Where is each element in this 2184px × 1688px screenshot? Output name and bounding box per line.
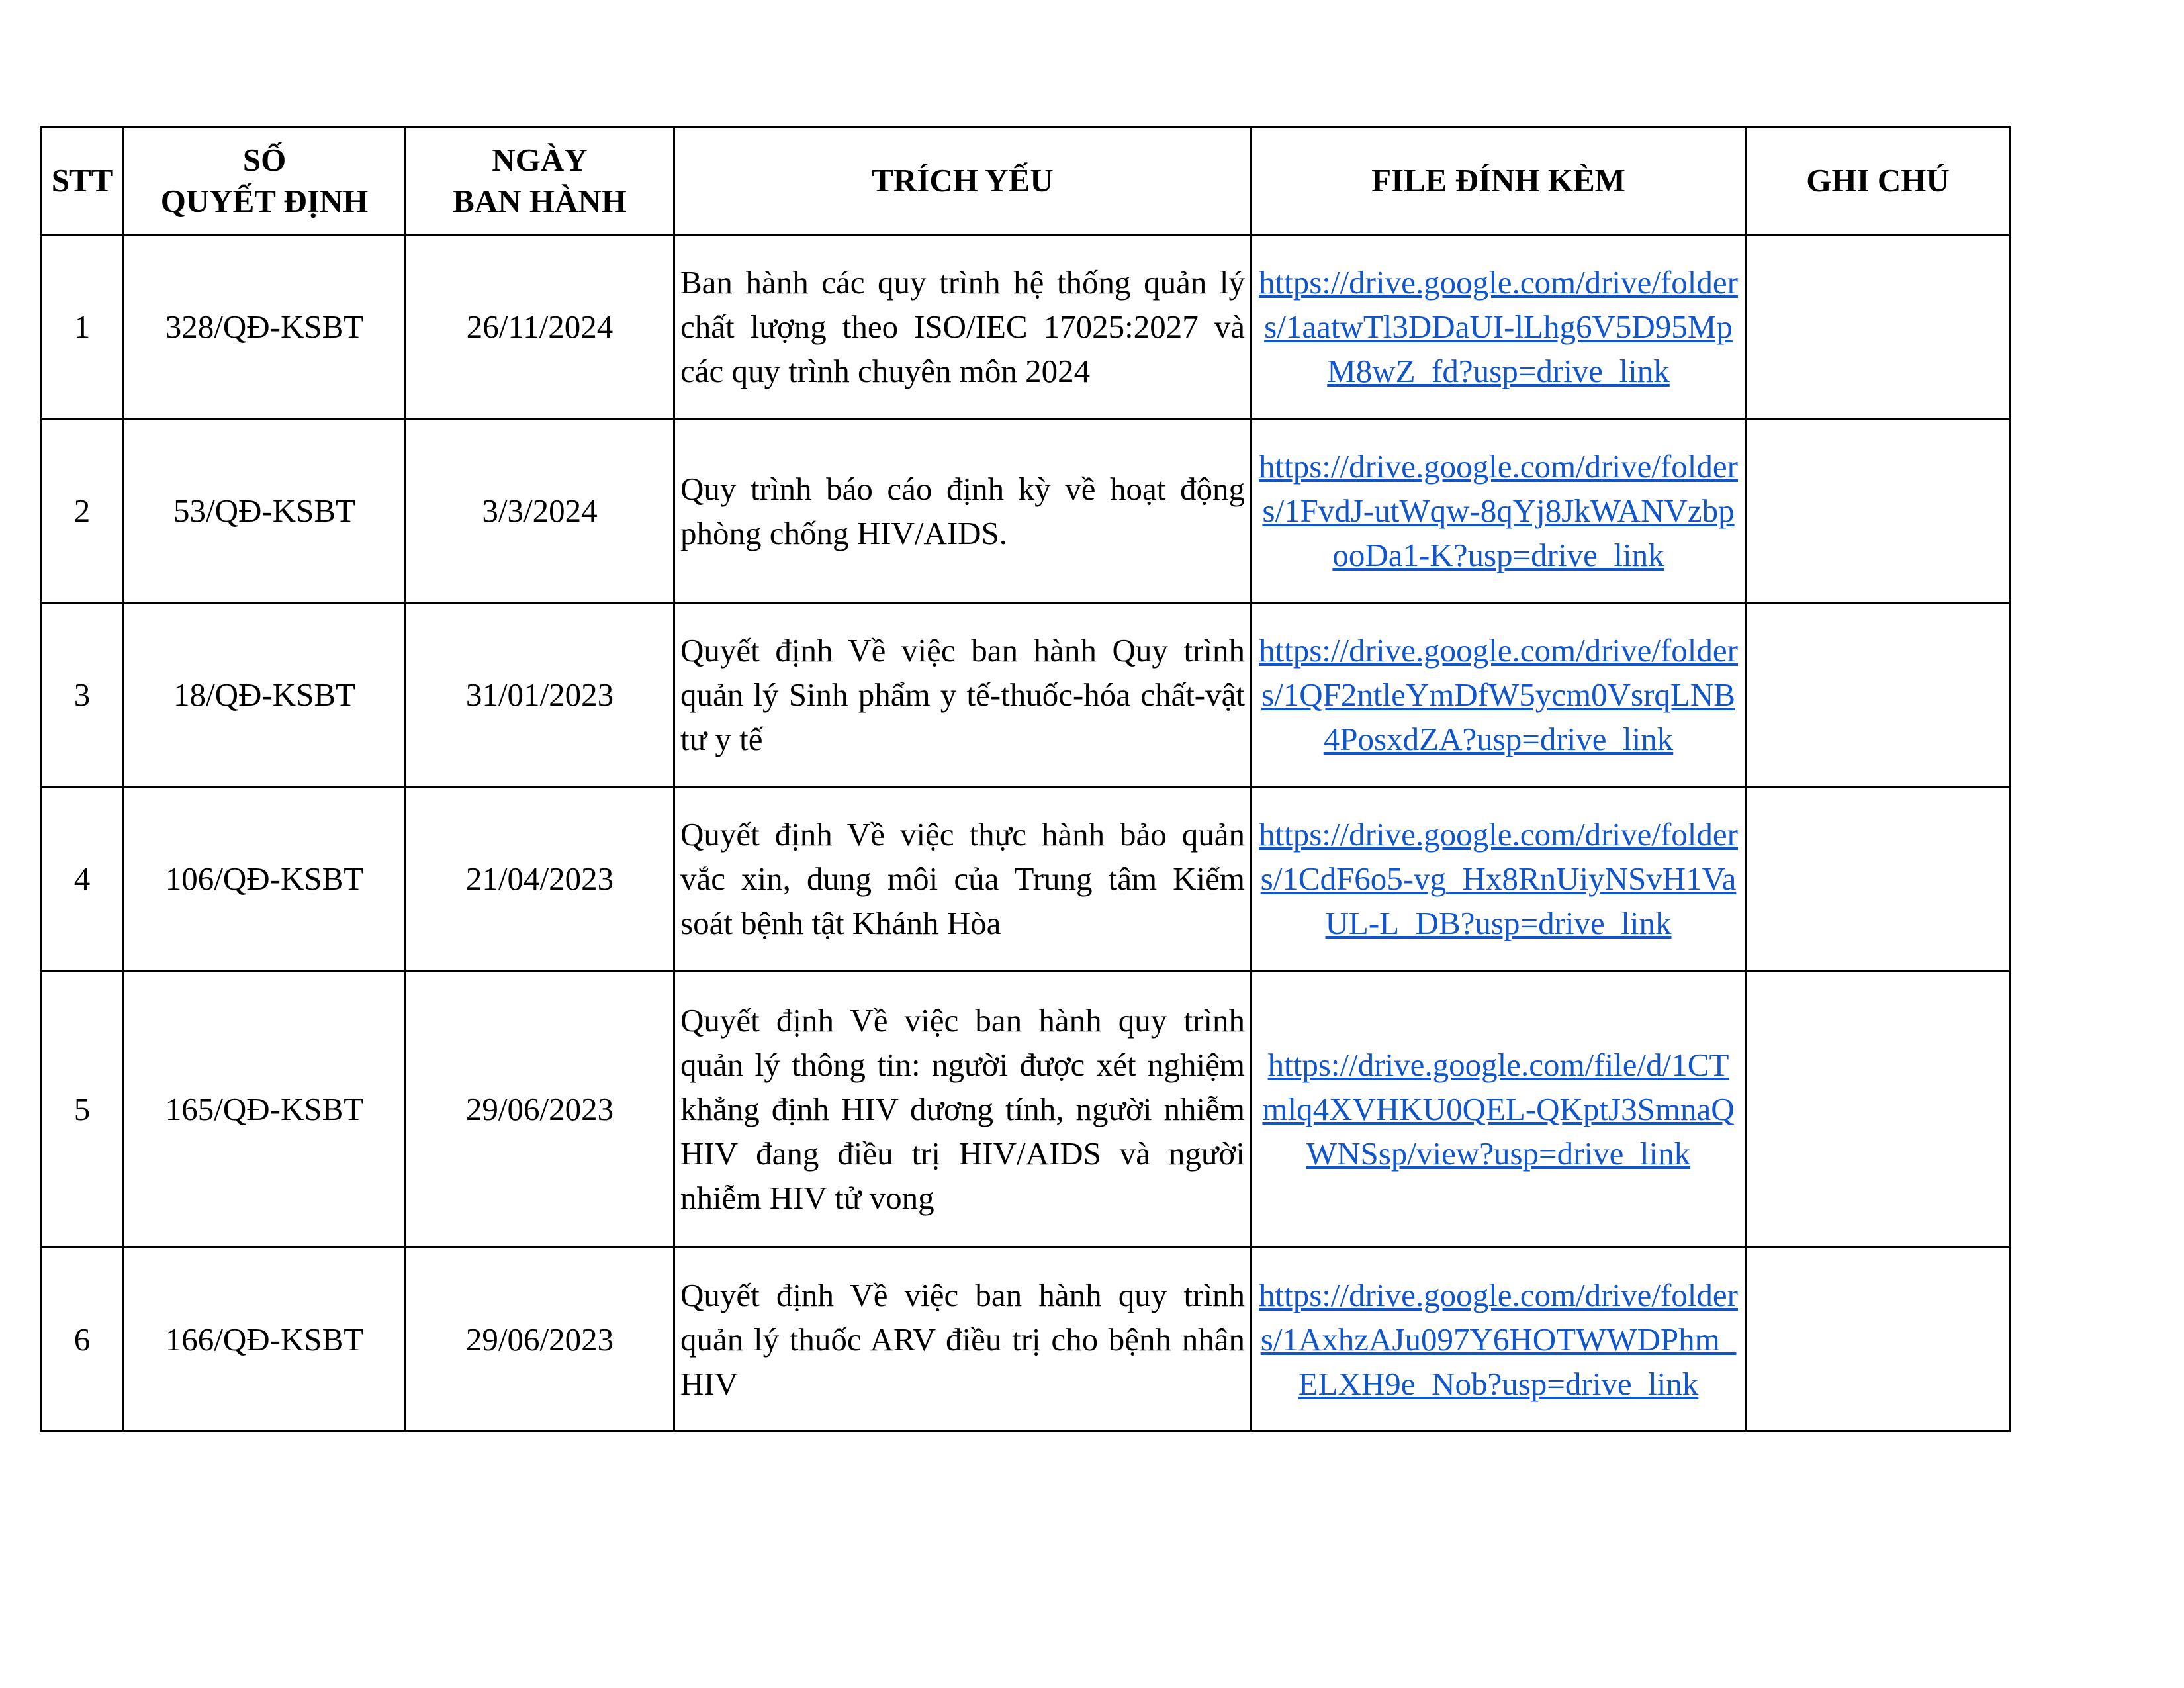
table-row: [41, 1248, 2011, 1432]
cell-note: [1746, 1248, 2011, 1432]
cell-note: [1746, 419, 2011, 603]
table-row: [41, 419, 2011, 603]
header-note: GHI CHÚ: [1746, 127, 2011, 235]
cell-attached-file: [1251, 603, 1746, 787]
cell-stt: 1: [41, 235, 124, 419]
cell-attached-file: [1251, 971, 1746, 1248]
table-row: [41, 787, 2011, 971]
cell-issue-date: 29/06/2023: [406, 1248, 674, 1432]
cell-issue-date: 31/01/2023: [406, 603, 674, 787]
cell-summary: Quyết định Về việc ban hành Quy trình quản lý Sinh phẩm y tế-thuốc-hóa chất-vật tư y tế: [674, 603, 1251, 787]
file-link[interactable]: https://drive.google.com/file/d/1CTmlq4XVHKU0QEL-QKptJ3SmnaQWNSsp/view?usp=drive_link: [1262, 1047, 1735, 1172]
cell-issue-date: 26/11/2024: [406, 235, 674, 419]
cell-attached-file: [1251, 419, 1746, 603]
header-stt: STT: [41, 127, 124, 235]
table-row: [41, 235, 2011, 419]
cell-note: [1746, 235, 2011, 419]
header-issue-date: [406, 127, 674, 235]
cell-decision-number: 165/QĐ-KSBT: [124, 971, 406, 1248]
cell-summary: Ban hành các quy trình hệ thống quản lý chất lượng theo ISO/IEC 17025:2027 và các quy trình chuyên môn 2024: [674, 235, 1251, 419]
table-row: [41, 971, 2011, 1248]
file-link[interactable]: https://drive.google.com/drive/folders/1CdF6o5-vg_Hx8RnUiyNSvH1VaUL-L_DB?usp=drive_link: [1259, 816, 1738, 941]
cell-attached-file: [1251, 787, 1746, 971]
header-date-line1: NGÀY: [492, 142, 588, 178]
cell-stt: 4: [41, 787, 124, 971]
cell-issue-date: 3/3/2024: [406, 419, 674, 603]
cell-attached-file: [1251, 1248, 1746, 1432]
table-row: [41, 603, 2011, 787]
decisions-table: [40, 126, 2011, 1432]
cell-summary: Quy trình báo cáo định kỳ về hoạt động phòng chống HIV/AIDS.: [674, 419, 1251, 603]
cell-decision-number: 106/QĐ-KSBT: [124, 787, 406, 971]
cell-issue-date: 21/04/2023: [406, 787, 674, 971]
file-link[interactable]: https://drive.google.com/drive/folders/1aatwTl3DDaUI-lLhg6V5D95MpM8wZ_fd?usp=drive_link: [1259, 264, 1738, 389]
cell-summary: Quyết định Về việc thực hành bảo quản vắc xin, dung môi của Trung tâm Kiểm soát bệnh tật Khánh Hòa: [674, 787, 1251, 971]
header-decision-line2: QUYẾT ĐỊNH: [160, 183, 369, 219]
cell-decision-number: 53/QĐ-KSBT: [124, 419, 406, 603]
cell-stt: 6: [41, 1248, 124, 1432]
cell-summary: Quyết định Về việc ban hành quy trình quản lý thuốc ARV điều trị cho bệnh nhân HIV: [674, 1248, 1251, 1432]
cell-note: [1746, 603, 2011, 787]
header-date-line2: BAN HÀNH: [453, 183, 627, 219]
cell-decision-number: 18/QĐ-KSBT: [124, 603, 406, 787]
table-header-row: [41, 127, 2011, 235]
file-link[interactable]: https://drive.google.com/drive/folders/1FvdJ-utWqw-8qYj8JkWANVzbpooDa1-K?usp=drive_link: [1259, 448, 1738, 573]
header-decision-line1: SỐ: [242, 142, 287, 178]
cell-decision-number: 328/QĐ-KSBT: [124, 235, 406, 419]
cell-stt: 2: [41, 419, 124, 603]
cell-summary: Quyết định Về việc ban hành quy trình quản lý thông tin: người được xét nghiệm khẳng định HIV dương tính, người nhiễm HIV đang điều trị HIV/AIDS và người nhiễm HIV tử vong: [674, 971, 1251, 1248]
cell-issue-date: 29/06/2023: [406, 971, 674, 1248]
header-summary: TRÍCH YẾU: [674, 127, 1251, 235]
file-link[interactable]: https://drive.google.com/drive/folders/1QF2ntleYmDfW5ycm0VsrqLNB4PosxdZA?usp=drive_link: [1259, 632, 1738, 757]
cell-note: [1746, 787, 2011, 971]
header-decision-number: [124, 127, 406, 235]
cell-attached-file: [1251, 235, 1746, 419]
header-attached-file: FILE ĐÍNH KÈM: [1251, 127, 1746, 235]
file-link[interactable]: https://drive.google.com/drive/folders/1AxhzAJu097Y6HOTWWDPhm_ELXH9e_Nob?usp=drive_link: [1259, 1277, 1738, 1402]
cell-stt: 3: [41, 603, 124, 787]
cell-decision-number: 166/QĐ-KSBT: [124, 1248, 406, 1432]
cell-note: [1746, 971, 2011, 1248]
cell-stt: 5: [41, 971, 124, 1248]
